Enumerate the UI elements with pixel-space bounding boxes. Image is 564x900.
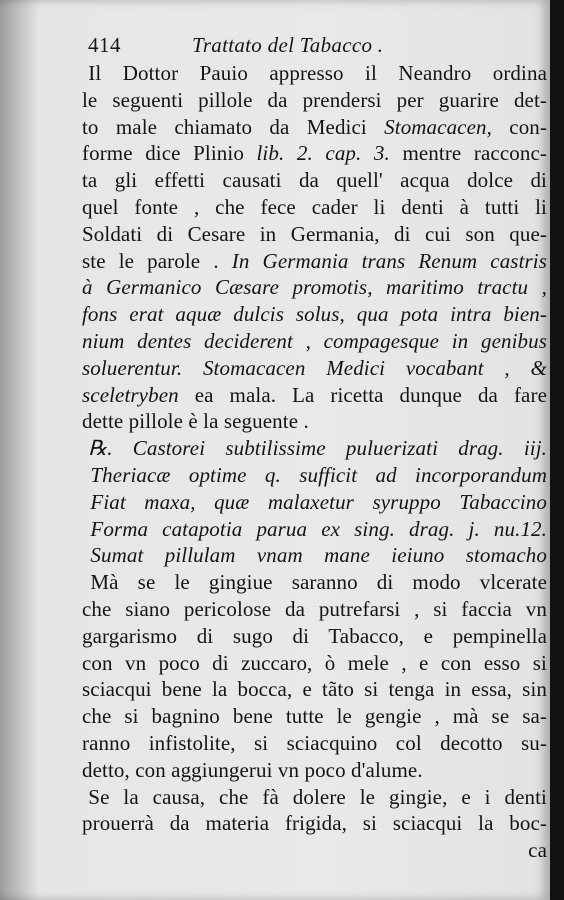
text-segment: Soldati di Cesare in Germania, di cui son que- (82, 221, 547, 246)
text-segment: Mà se le gingiue saranno di modo vlcerate (90, 570, 547, 595)
text-segment (182, 356, 203, 380)
text-line (82, 542, 547, 569)
text-segment: ste le parole . (82, 248, 232, 273)
text-segment: à Germanico Cæsare promotis, maritimo tractu , (82, 275, 547, 300)
text-segment: Sumat pillulam vnam mane ieiuno stomacho (90, 543, 547, 568)
text-segment: Forma catapotia parua ex sing. drag. j. nu.12. (90, 516, 547, 541)
text-segment: quel fonte , che fece cader li denti à tutti li (82, 194, 547, 219)
text-segment: ca (528, 838, 547, 863)
text-line (82, 167, 547, 194)
text-segment: In Germania trans Renum castris (231, 248, 547, 273)
text-line (82, 221, 547, 248)
text-line (82, 757, 547, 784)
text-segment: ta gli effetti causati da quell' acqua dolce di (82, 168, 547, 193)
text-line (82, 569, 547, 596)
text-line (82, 274, 547, 301)
text-segment: che si bagnino bene tutte le gengie , mà se sa- (82, 704, 547, 729)
text-segment: ℞. Castorei subtilissime puluerizati drag. iij. (88, 436, 547, 461)
text-line (82, 355, 547, 382)
text-segment: soluerentur. (82, 355, 183, 380)
text-line (82, 596, 547, 623)
text-line (82, 328, 547, 355)
text-line (82, 810, 547, 837)
text-segment: Fiat maxa, quæ malaxetur syruppo Tabaccino (90, 489, 547, 514)
spine-shadow (0, 0, 40, 900)
text-segment: sciacqui bene la bocca, e tãto si tenga in essa, sin (82, 677, 547, 702)
text-line (82, 435, 547, 462)
text-line (82, 462, 547, 489)
text-segment: Stomacacen (384, 114, 487, 139)
text-segment: mentre racconc- (389, 141, 547, 166)
page-edge (550, 0, 564, 900)
page-number: 414 (88, 33, 121, 57)
text-segment: con vn poco di zuccaro, ò mele , e con esso si (82, 650, 547, 675)
text-line (82, 623, 547, 650)
text-segment: le seguenti pillole da prendersi per guarire det- (82, 87, 547, 112)
text-line (82, 516, 547, 543)
text-segment: Se la causa, che fà dolere le gingie, e i denti (88, 784, 547, 809)
text-segment: , con- (486, 114, 547, 139)
text-segment: che siano pericolose da putrefarsi , si faccia vn (82, 596, 547, 621)
running-title: Trattato del Tabacco . (192, 33, 384, 57)
text-line (82, 60, 547, 87)
text-line (82, 114, 547, 141)
text-line (82, 730, 547, 757)
text-segment: gargarismo di sugo di Tabacco, e pempinella (82, 623, 547, 648)
text-segment: dette pillole è la seguente . (82, 409, 309, 434)
text-line (82, 248, 547, 275)
text-segment: sceletryben (82, 382, 179, 407)
text-segment: forme dice Plinio (82, 141, 257, 166)
text-segment: nium dentes deciderent , compagesque in genibus (82, 328, 547, 353)
text-segment: Il Dottor Pauio appresso il Neandro ordina (88, 61, 547, 85)
text-line (82, 676, 547, 703)
text-line (82, 140, 547, 167)
text-segment: to male chiamato da Medici (82, 114, 385, 139)
text-line (82, 194, 547, 221)
text-line (82, 408, 547, 435)
text-segment: Theriacæ optime q. sufficit ad incorporandum (90, 462, 547, 487)
text-segment: prouerrà da materia frigida, si sciacqui la boc- (82, 811, 547, 836)
text-segment: detto, con aggiungerui vn poco d'alume. (82, 757, 423, 782)
text-line (82, 837, 547, 864)
text-line (82, 382, 547, 409)
text-line (82, 703, 547, 730)
text-segment: ranno infistolite, si sciacquino col decotto su- (82, 730, 547, 755)
text-line (82, 87, 547, 114)
text-line (82, 784, 547, 811)
text-segment: lib. 2. cap. 3. (256, 141, 390, 166)
text-segment: ea mala. La ricetta dunque da fare (178, 382, 547, 407)
page-header (88, 33, 508, 59)
text-line (82, 650, 547, 677)
body-text (82, 60, 547, 864)
text-segment: fons erat aquæ dulcis solus, qua pota intra bien- (82, 302, 547, 327)
text-line (82, 301, 547, 328)
text-line (82, 489, 547, 516)
text-segment: Stomacacen Medici vocabant , & (202, 355, 547, 380)
